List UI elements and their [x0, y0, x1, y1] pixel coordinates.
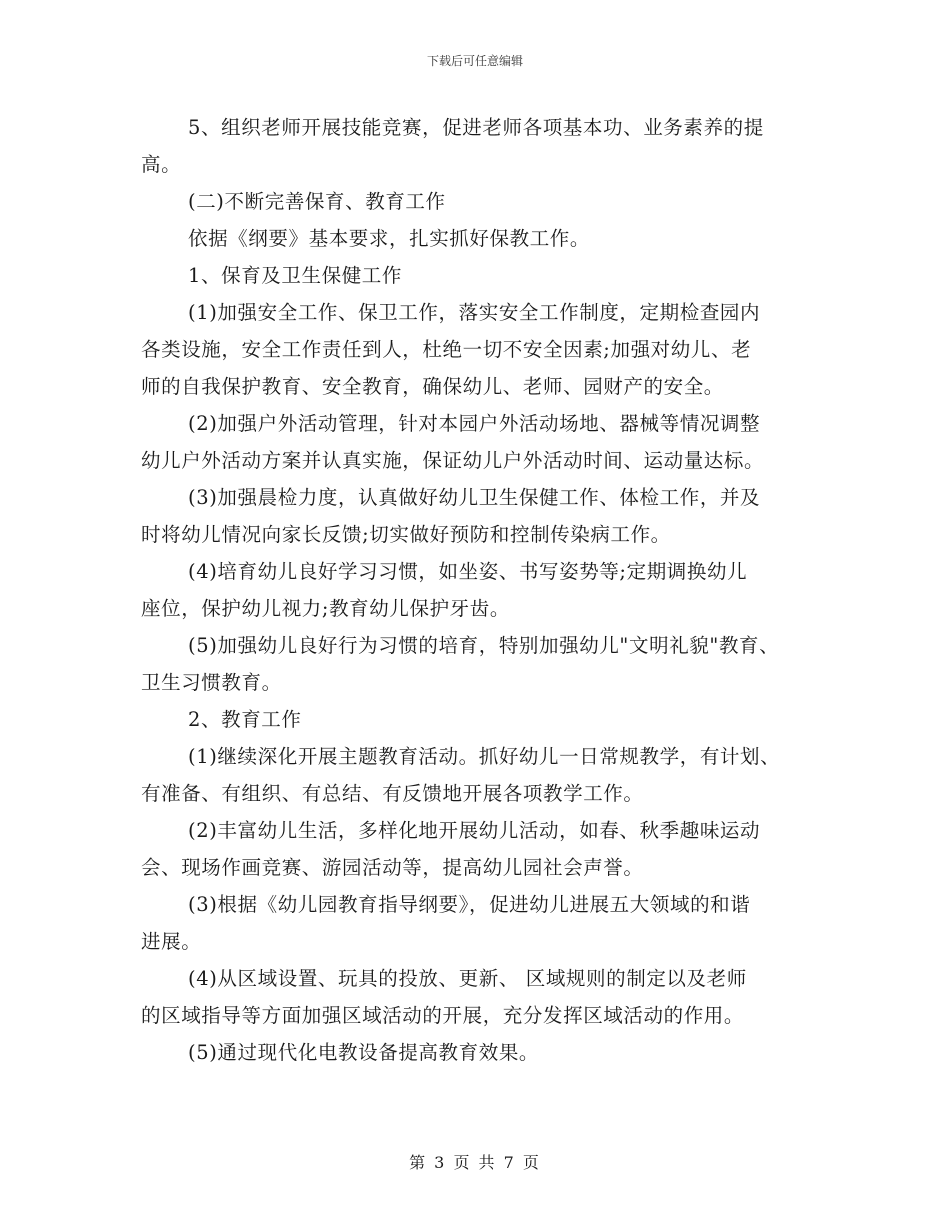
- text-line: 1、保育及卫生保健工作: [188, 264, 403, 287]
- text-line: (4)培育幼儿良好学习习惯，如坐姿、书写姿势等;定期调换幼儿: [188, 560, 748, 583]
- text-line: (1)加强安全工作、保卫工作，落实安全工作制度，定期检查园内: [188, 301, 761, 324]
- text-line: 高。: [141, 153, 182, 176]
- text-line: (4)从区域设置、玩具的投放、更新、 区域规则的制定以及老师: [188, 967, 747, 990]
- text-line: 幼儿户外活动方案并认真实施，保证幼儿户外活动时间、运动量达标。: [141, 449, 765, 472]
- text-line: 会、现场作画竞赛、游园活动等，提高幼儿园社会声誉。: [141, 856, 644, 879]
- text-line: 依据《纲要》基本要求，扎实抓好保教工作。: [188, 227, 591, 250]
- text-line: (3)加强晨检力度，认真做好幼儿卫生保健工作、体检工作，并及: [188, 486, 761, 509]
- page-footer: 第 3 页 共 7 页: [409, 1153, 541, 1172]
- text-line: 各类设施，安全工作责任到人，杜绝一切不安全因素;加强对幼儿、老: [141, 338, 752, 361]
- text-line: 时将幼儿情况向家长反馈;切实做好预防和控制传染病工作。: [141, 523, 671, 546]
- text-line: (1)继续深化开展主题教育活动。抓好幼儿一日常规教学，有计划、: [188, 745, 781, 768]
- page-header: 下载后可任意编辑: [426, 54, 523, 68]
- text-line: (5)通过现代化电教设备提高教育效果。: [188, 1041, 540, 1064]
- text-line: 卫生习惯教育。: [141, 671, 282, 694]
- document-body: [141, 109, 816, 1071]
- text-line: 师的自我保护教育、安全教育，确保幼儿、老师、园财产的安全。: [141, 375, 724, 398]
- text-line: (3)根据《幼儿园教育指导纲要》，促进幼儿进展五大领域的和谐: [188, 893, 751, 916]
- text-line: (2)加强户外活动管理，针对本园户外活动场地、器械等情况调整: [188, 412, 761, 435]
- text-line: (5)加强幼儿良好行为习惯的培育，特别加强幼儿"文明礼貌"教育、: [188, 634, 780, 657]
- text-line: (2)丰富幼儿生活，多样化地开展幼儿活动，如春、秋季趣味运动: [188, 819, 761, 842]
- text-line: 进展。: [141, 930, 202, 953]
- text-line: 的区域指导等方面加强区域活动的开展，充分发挥区域活动的作用。: [141, 1004, 745, 1027]
- text-line: 2、教育工作: [188, 708, 302, 731]
- text-line: 座位，保护幼儿视力;教育幼儿保护牙齿。: [141, 597, 510, 620]
- text-line: 有准备、有组织、有总结、有反馈地开展各项教学工作。: [141, 782, 644, 805]
- text-line: 5、组织老师开展技能竞赛，促进老师各项基本功、业务素养的提: [188, 116, 764, 139]
- text-line: (二)不断完善保育、教育工作: [188, 190, 446, 213]
